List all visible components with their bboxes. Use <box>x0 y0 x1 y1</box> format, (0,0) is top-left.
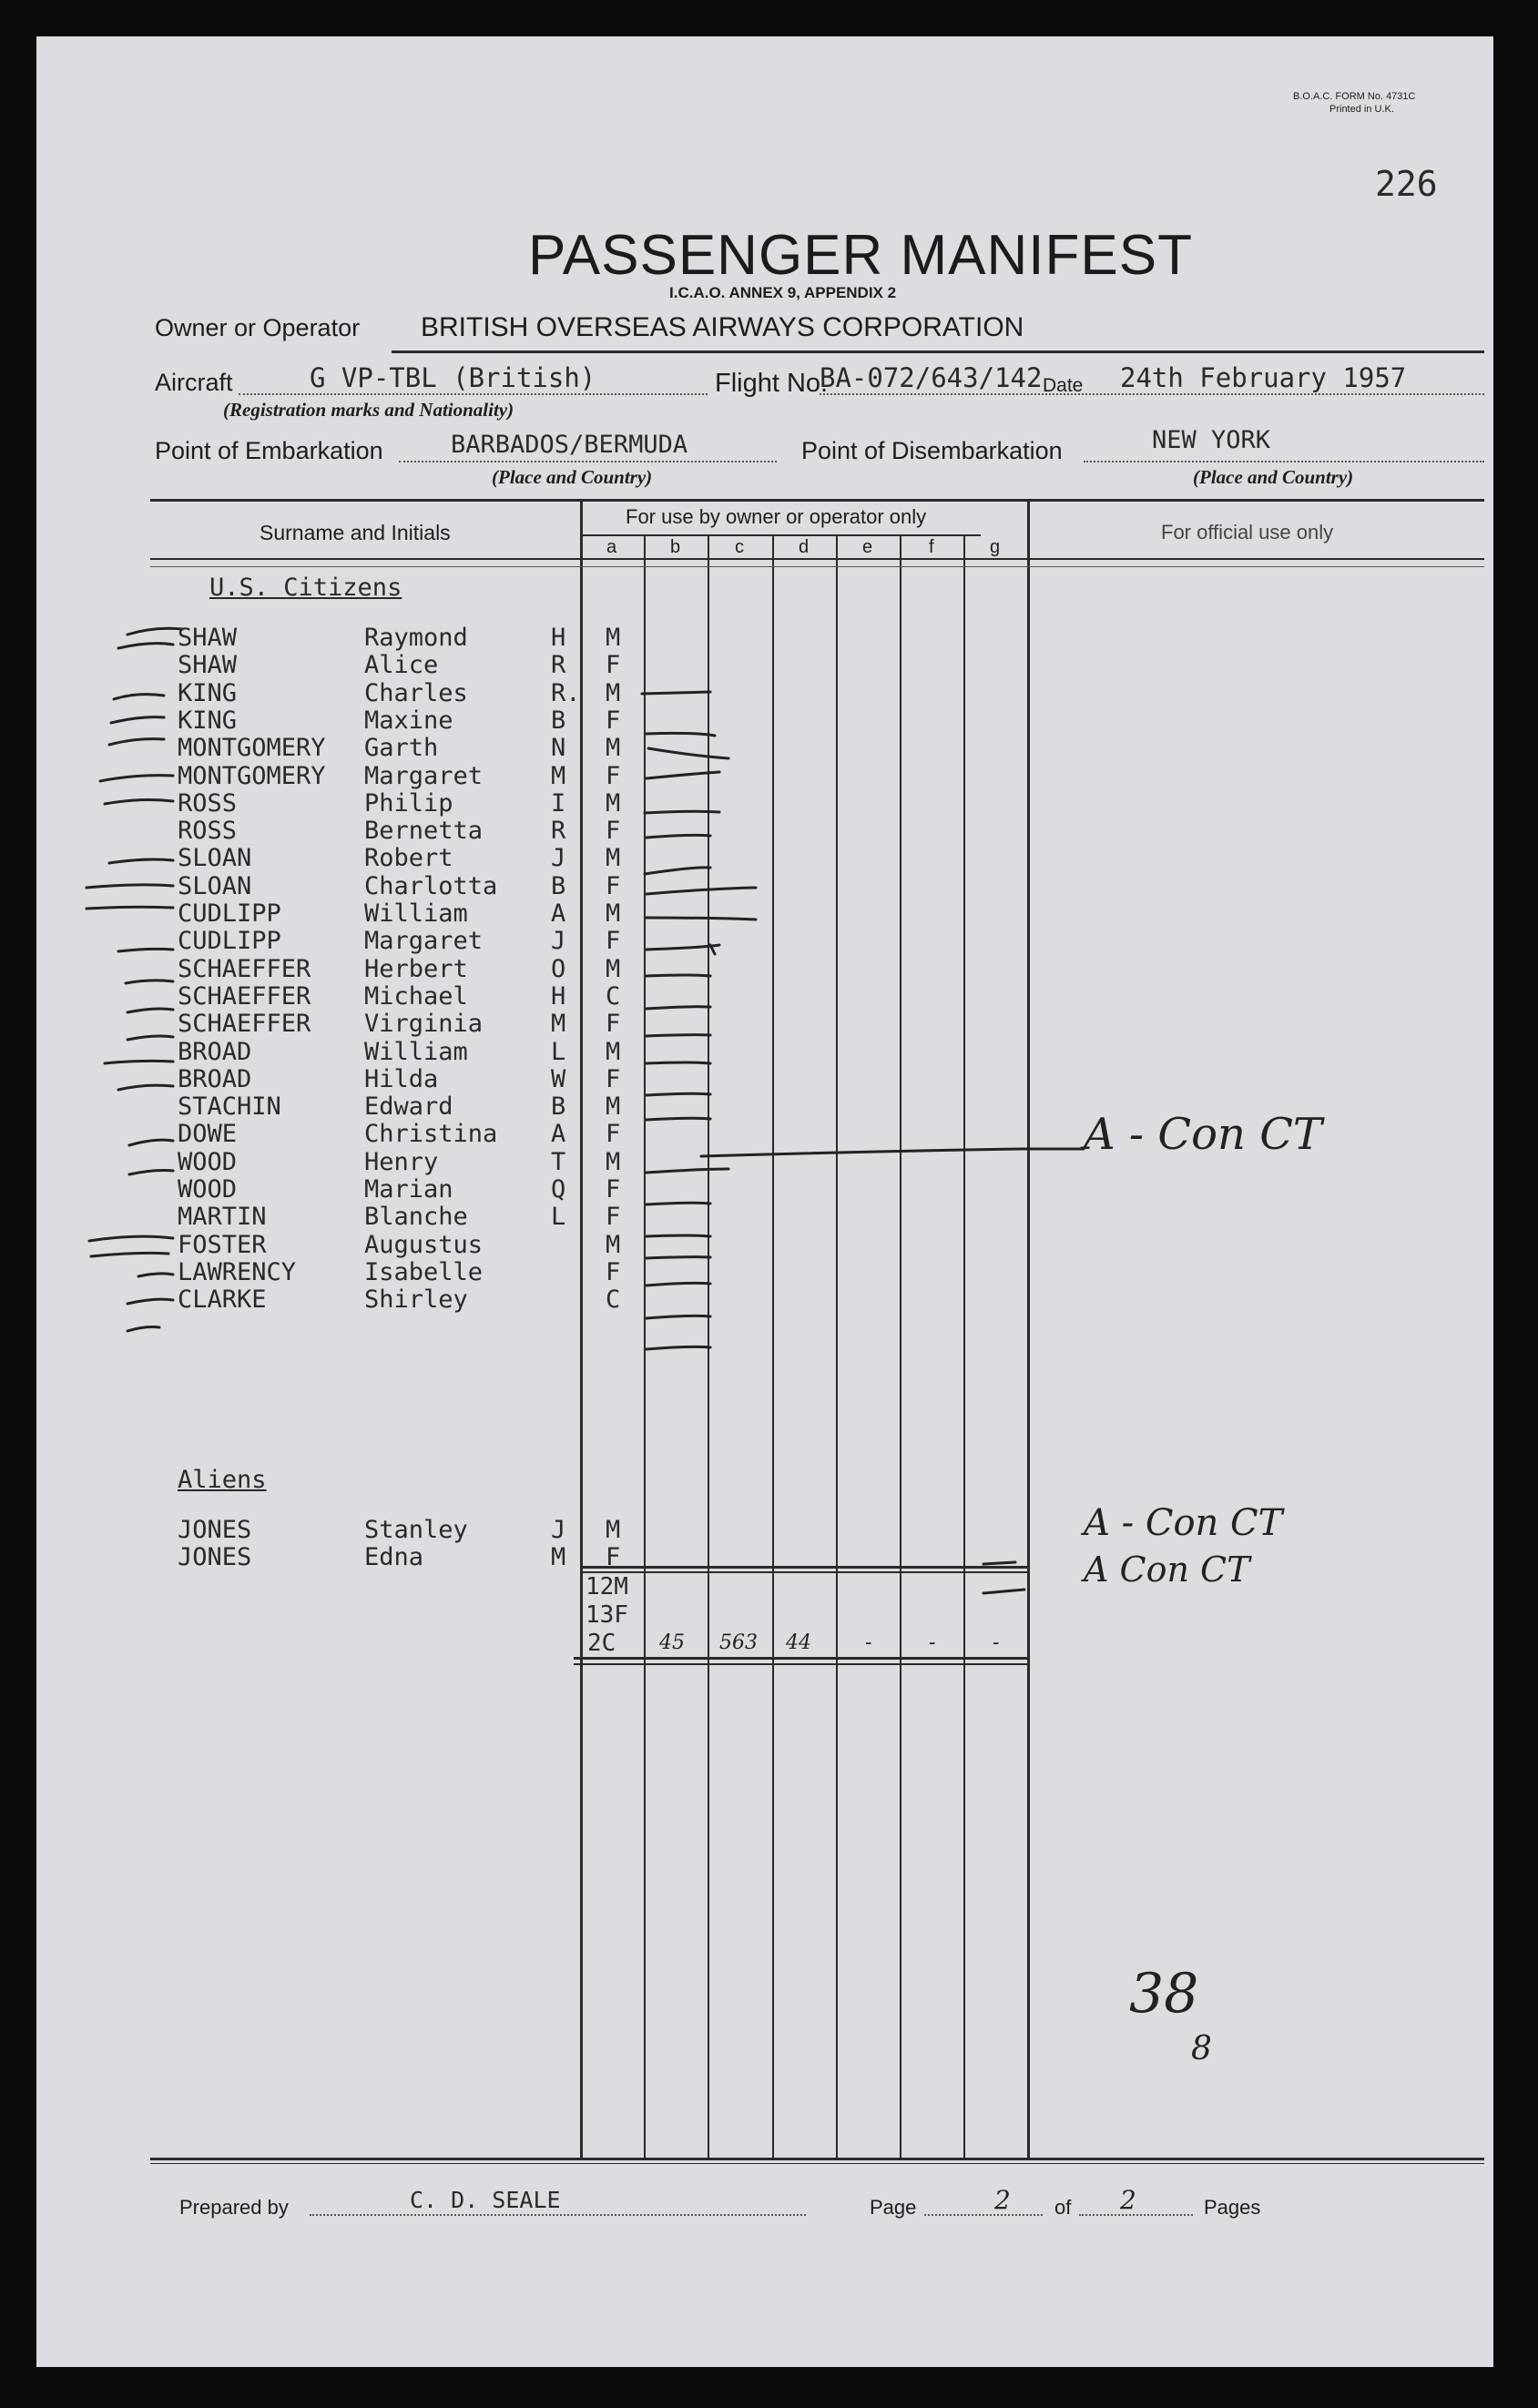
passenger-row <box>36 927 1493 954</box>
total-g: - <box>993 1631 1000 1654</box>
passenger-first-name: Charlotta <box>364 871 498 900</box>
passenger-initial: R <box>551 817 566 846</box>
subcol-f: f <box>929 537 934 557</box>
passenger-initial: R <box>551 651 566 680</box>
passenger-first-name: Virginia <box>364 1010 484 1039</box>
stachin-annotation: A - Con CT <box>1084 1109 1322 1160</box>
passenger-initial: N <box>551 734 566 763</box>
passenger-row <box>36 651 1493 678</box>
passenger-initial: M <box>551 761 566 790</box>
passenger-first-name: Blanche <box>364 1203 468 1232</box>
passenger-surname: SLOAN <box>178 844 252 873</box>
passenger-sex: M <box>606 788 621 818</box>
passenger-first-name: Edna <box>364 1543 424 1571</box>
passenger-first-name: William <box>364 1037 468 1066</box>
passenger-row <box>36 624 1493 651</box>
passenger-row <box>36 1231 1493 1258</box>
passenger-surname: SHAW <box>178 624 238 652</box>
embark-label: Point of Embarkation <box>155 437 383 464</box>
passenger-sex: M <box>606 1037 621 1066</box>
passenger-row <box>36 789 1493 817</box>
passenger-sex: F <box>606 817 621 846</box>
of-dots <box>1079 2214 1193 2216</box>
passenger-surname: DOWE <box>178 1120 238 1149</box>
total-b: 45 <box>659 1631 685 1654</box>
section-aliens: Aliens <box>178 1466 267 1494</box>
passenger-surname: ROSS <box>178 788 238 818</box>
passenger-initial: T <box>551 1147 566 1176</box>
passenger-sex: M <box>606 624 621 652</box>
passenger-surname: ROSS <box>178 817 238 846</box>
passenger-surname: SCHAEFFER <box>178 1010 311 1039</box>
passenger-first-name: Isabelle <box>364 1257 484 1286</box>
col-official-header: For official use only <box>1161 521 1334 544</box>
passenger-initial: J <box>551 1516 566 1544</box>
flight-label: Flight No. <box>715 369 829 398</box>
passenger-surname: MARTIN <box>178 1203 267 1232</box>
passenger-initial: A <box>551 899 566 928</box>
passenger-sex: M <box>606 844 621 873</box>
passenger-initial: A <box>551 1120 566 1149</box>
col-surname-header: Surname and Initials <box>260 521 451 544</box>
subcol-d: d <box>799 537 810 557</box>
passenger-surname: FOSTER <box>178 1230 267 1259</box>
passenger-sex: F <box>606 1064 621 1093</box>
passenger-sex: M <box>606 1516 621 1544</box>
passenger-sex: F <box>606 1175 621 1204</box>
passenger-initial: B <box>551 871 566 900</box>
passenger-surname: CUDLIPP <box>178 927 281 956</box>
passenger-initial: J <box>551 927 566 956</box>
passenger-surname: SLOAN <box>178 871 252 900</box>
total-child: 2C <box>587 1630 616 1657</box>
owner-label: Owner or Operator <box>155 314 361 341</box>
subcol-a: a <box>606 537 617 557</box>
passenger-surname: MONTGOMERY <box>178 734 326 763</box>
passenger-initial: Q <box>551 1175 566 1204</box>
manifest-page <box>36 36 1493 2367</box>
passenger-sex: F <box>606 1120 621 1149</box>
passenger-row <box>36 1175 1493 1203</box>
passenger-surname: CUDLIPP <box>178 899 281 928</box>
passenger-first-name: Herbert <box>364 954 468 983</box>
passenger-first-name: Alice <box>364 651 439 680</box>
total-female: 13F <box>586 1601 628 1629</box>
passenger-row <box>36 899 1493 927</box>
passenger-surname: JONES <box>178 1543 252 1571</box>
page-title: PASSENGER MANIFEST <box>528 224 1193 287</box>
passenger-sex: M <box>606 899 621 928</box>
footer-top-rule <box>150 2158 1484 2160</box>
aircraft-label: Aircraft <box>155 369 233 396</box>
passenger-first-name: Shirley <box>364 1285 468 1315</box>
prepared-label: Prepared by <box>179 2196 289 2219</box>
passenger-sex: F <box>606 871 621 900</box>
embark-value: BARBADOS/BERMUDA <box>451 431 688 459</box>
passenger-surname: BROAD <box>178 1064 252 1093</box>
passenger-surname: KING <box>178 706 238 735</box>
prepared-value: C. D. SEALE <box>410 2187 561 2213</box>
passenger-initial: B <box>551 1092 566 1122</box>
passenger-sex: M <box>606 678 621 707</box>
passenger-surname: WOOD <box>178 1147 238 1176</box>
section-us-citizens: U.S. Citizens <box>209 574 402 602</box>
of-label: of <box>1054 2196 1072 2219</box>
passenger-first-name: Raymond <box>364 624 468 652</box>
owner-value: BRITISH OVERSEAS AIRWAYS CORPORATION <box>421 312 1024 342</box>
passenger-first-name: Michael <box>364 981 468 1011</box>
passenger-first-name: Marian <box>364 1175 453 1204</box>
passenger-surname: STACHIN <box>178 1092 281 1122</box>
passenger-row <box>36 982 1493 1010</box>
passenger-row <box>36 734 1493 761</box>
passenger-sex: C <box>606 981 621 1011</box>
passenger-row <box>36 679 1493 706</box>
passenger-first-name: Maxine <box>364 706 453 735</box>
passenger-sex: F <box>606 706 621 735</box>
passenger-row <box>36 817 1493 844</box>
passenger-first-name: Philip <box>364 788 453 818</box>
passenger-sex: F <box>606 1257 621 1286</box>
passenger-surname: SCHAEFFER <box>178 981 311 1011</box>
passenger-sex: F <box>606 761 621 790</box>
passenger-initial: J <box>551 844 566 873</box>
passenger-row <box>36 1203 1493 1230</box>
passenger-initial: R. <box>551 678 581 707</box>
passenger-sex: F <box>606 1203 621 1232</box>
passenger-first-name: Henry <box>364 1147 439 1176</box>
passenger-row <box>36 1092 1493 1120</box>
passenger-sex: F <box>606 651 621 680</box>
page-value: 2 <box>994 2185 1011 2215</box>
passenger-sex: M <box>606 954 621 983</box>
passenger-row <box>36 1285 1493 1313</box>
passenger-sex: M <box>606 1230 621 1259</box>
passenger-sex: M <box>606 1092 621 1122</box>
passenger-initial: M <box>551 1010 566 1039</box>
passenger-surname: SHAW <box>178 651 238 680</box>
passenger-sex: M <box>606 734 621 763</box>
total-male: 12M <box>586 1573 628 1600</box>
passenger-initial: I <box>551 788 566 818</box>
passenger-first-name: Stanley <box>364 1516 468 1544</box>
passenger-surname: MONTGOMERY <box>178 761 326 790</box>
passenger-surname: KING <box>178 678 238 707</box>
date-label: Date <box>1043 375 1084 396</box>
passenger-sex: F <box>606 1010 621 1039</box>
passenger-row <box>36 1543 1493 1570</box>
passenger-initial: H <box>551 981 566 1011</box>
passenger-row <box>36 1038 1493 1065</box>
subcol-e: e <box>862 537 873 557</box>
passenger-first-name: Hilda <box>364 1064 439 1093</box>
count-main: 38 <box>1129 1962 1199 2026</box>
passenger-sex: M <box>606 1147 621 1176</box>
passenger-first-name: Charles <box>364 678 468 707</box>
passenger-first-name: Augustus <box>364 1230 484 1259</box>
registration-note: (Registration marks and Nationality) <box>223 399 514 421</box>
disembark-value: NEW YORK <box>1152 426 1271 454</box>
passenger-row <box>36 1148 1493 1175</box>
embark-note: (Place and Country) <box>492 466 653 488</box>
subcol-c: c <box>735 537 744 557</box>
passenger-row <box>36 1065 1493 1092</box>
passenger-sex: C <box>606 1285 621 1315</box>
passenger-first-name: Garth <box>364 734 439 763</box>
col-owner-use-header: For use by owner or operator only <box>626 505 927 528</box>
passenger-first-name: Christina <box>364 1120 498 1149</box>
jones2-annotation: A Con CT <box>1084 1549 1250 1590</box>
passenger-first-name: Edward <box>364 1092 453 1122</box>
jones1-annotation: A - Con CT <box>1084 1502 1283 1544</box>
passenger-initial: H <box>551 624 566 652</box>
passenger-surname: SCHAEFFER <box>178 954 311 983</box>
passenger-row <box>36 762 1493 789</box>
subcol-b: b <box>670 537 681 557</box>
page-subtitle: I.C.A.O. ANNEX 9, APPENDIX 2 <box>669 284 897 301</box>
total-e: - <box>865 1631 872 1654</box>
total-c: 563 <box>719 1631 758 1654</box>
passenger-initial: W <box>551 1064 566 1093</box>
passenger-first-name: William <box>364 899 468 928</box>
passenger-row <box>36 1120 1493 1147</box>
passenger-initial: L <box>551 1037 566 1066</box>
passenger-first-name: Margaret <box>364 927 484 956</box>
passenger-sex: F <box>606 1543 621 1571</box>
form-number: B.O.A.C. FORM No. 4731C <box>1293 91 1416 102</box>
subcol-g: g <box>990 537 1001 557</box>
passenger-first-name: Bernetta <box>364 817 484 846</box>
passenger-row <box>36 955 1493 982</box>
disembark-note: (Place and Country) <box>1193 466 1354 488</box>
passenger-row <box>36 706 1493 734</box>
total-d: 44 <box>786 1631 811 1654</box>
passenger-surname: JONES <box>178 1516 252 1544</box>
passenger-row <box>36 1010 1493 1037</box>
passenger-row <box>36 872 1493 899</box>
passenger-surname: LAWRENCY <box>178 1257 297 1286</box>
passenger-surname: WOOD <box>178 1175 238 1204</box>
date-value: 24th February 1957 <box>1120 362 1407 393</box>
passenger-sex: F <box>606 927 621 956</box>
passenger-row <box>36 1516 1493 1543</box>
page-stamp: 226 <box>1375 164 1438 204</box>
passenger-row <box>36 1258 1493 1285</box>
passenger-row <box>36 844 1493 871</box>
total-f: - <box>929 1631 936 1654</box>
passenger-surname: BROAD <box>178 1037 252 1066</box>
passenger-initial: B <box>551 706 566 735</box>
passenger-initial: O <box>551 954 566 983</box>
of-value: 2 <box>1120 2185 1136 2215</box>
passenger-initial: L <box>551 1203 566 1232</box>
flight-value: BA-072/643/142 <box>820 362 1043 393</box>
aircraft-value: G VP-TBL (British) <box>310 362 596 393</box>
printed-in: Printed in U.K. <box>1329 104 1394 115</box>
passenger-first-name: Robert <box>364 844 453 873</box>
passenger-first-name: Margaret <box>364 761 484 790</box>
footer-top-rule-2 <box>150 2163 1484 2164</box>
page-dots <box>924 2214 1043 2216</box>
page-label: Page <box>870 2196 917 2219</box>
count-sub: 8 <box>1191 2030 1212 2068</box>
pages-label: Pages <box>1204 2196 1261 2219</box>
disembark-label: Point of Disembarkation <box>801 437 1063 464</box>
prepared-dots <box>310 2214 806 2216</box>
passenger-initial: M <box>551 1543 566 1571</box>
passenger-surname: CLARKE <box>178 1285 267 1315</box>
